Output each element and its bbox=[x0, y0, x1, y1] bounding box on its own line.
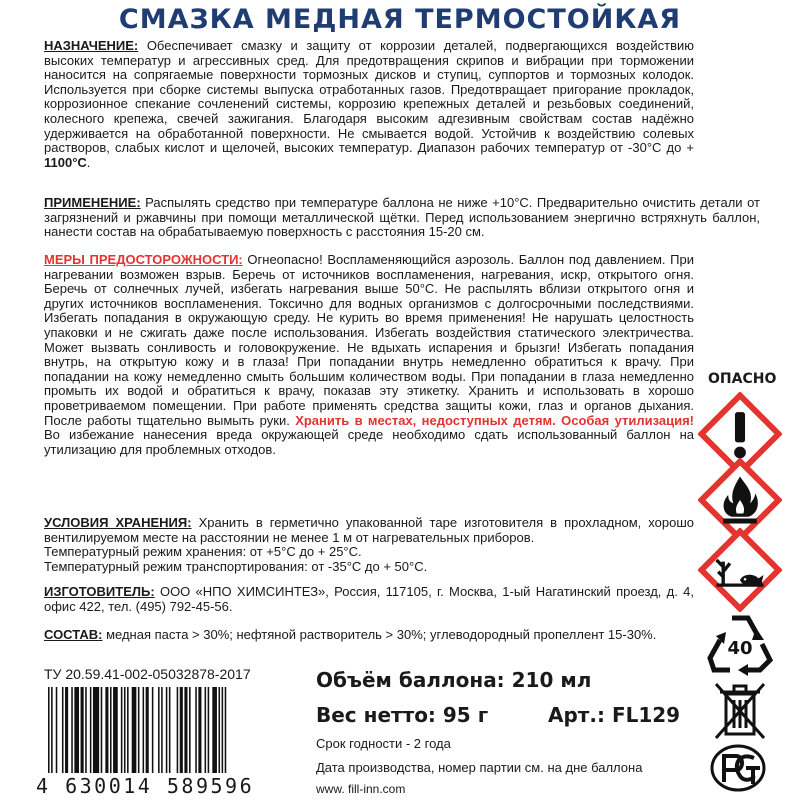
barcode-bar bbox=[62, 687, 64, 773]
article-number: Арт.: FL129 bbox=[548, 703, 681, 727]
application-section bbox=[44, 196, 760, 240]
barcode-bar bbox=[113, 687, 118, 773]
shelf-life: Срок годности - 2 года bbox=[316, 736, 451, 751]
barcode-bar bbox=[177, 687, 179, 773]
barcode-bar bbox=[127, 687, 129, 773]
recycle-code: 40 bbox=[727, 638, 753, 659]
barcode-bar bbox=[152, 687, 154, 773]
barcode-digits: 4 630014 589596 bbox=[36, 774, 255, 798]
composition-text: медная паста > 30%; нефтяной растворитель > 30%; углеводородный пропеллент 15-30%. bbox=[106, 627, 657, 642]
recycle-icon bbox=[704, 610, 776, 676]
manufacturer-label: ИЗГОТОВИТЕЛЬ: bbox=[44, 584, 155, 599]
purpose-label: НАЗНАЧЕНИЕ: bbox=[44, 38, 139, 53]
precautions-section bbox=[44, 253, 694, 457]
barcode-bar bbox=[105, 687, 108, 773]
barcode-bar bbox=[81, 687, 84, 773]
barcode-bar bbox=[208, 687, 210, 773]
barcode-bar bbox=[180, 687, 183, 773]
precautions-warning: Хранить в местах, недоступных детям. Особая утилизация! bbox=[295, 412, 695, 428]
barcode-bar bbox=[51, 687, 53, 773]
barcode-bar bbox=[48, 687, 50, 773]
barcode-bar bbox=[212, 687, 217, 773]
transport-temp: Температурный режим транспортирования: от -35°С до + 50°С. bbox=[44, 558, 428, 574]
storage-text: Хранить в герметично упакованной таре изготовителя в прохладном, хорошо вентилируемом месте на расстоянии не менее 1 м от нагревательных приборов. bbox=[44, 515, 695, 545]
barcode bbox=[44, 687, 302, 775]
purpose-temp: 1100°С bbox=[44, 154, 87, 170]
application-label: ПРИМЕНЕНИЕ: bbox=[44, 195, 141, 210]
barcode-bar bbox=[222, 687, 224, 773]
composition-section bbox=[44, 628, 694, 643]
composition-label: СОСТАВ: bbox=[44, 627, 103, 642]
manufacturer-section bbox=[44, 585, 694, 614]
website: www. fill-inn.com bbox=[316, 782, 406, 796]
precautions-label: МЕРЫ ПРЕДОСТОРОЖНОСТИ: bbox=[44, 252, 243, 267]
application-text: Распылять средство при температуре баллона не ниже +10°С. Предварительно очистить детали от загрязнений и ржавчины при помощи металлической щётки. Перед использованием энергично встряхнуть баллон, нанести состав на обрабатываемую поверхность с расстояния 15-20 см. bbox=[44, 195, 760, 240]
barcode-bar bbox=[225, 687, 227, 773]
precautions-text-end: Во избежание нанесения вреда окружающей среде необходимо сдать использованный баллон на утилизацию для проблемных отходов. bbox=[44, 427, 694, 457]
barcode-bar bbox=[195, 687, 197, 773]
manufacturer-text: ООО «НПО ХИМСИНТЕЗ», Россия, 117105, г. Москва, 1-ый Нагатинский проезд, д. 4, офис 422, тел. (495) 792-45-56. bbox=[44, 584, 694, 614]
barcode-bar bbox=[158, 687, 160, 773]
barcode-bar bbox=[143, 687, 145, 773]
certification-mark-icon bbox=[710, 742, 766, 794]
barcode-bar bbox=[65, 687, 68, 773]
barcode-bar bbox=[85, 687, 87, 773]
environment-icon bbox=[698, 528, 782, 612]
barcode-bar bbox=[169, 687, 171, 773]
production-info: Дата производства, номер партии см. на дне баллона bbox=[316, 760, 643, 775]
hazard-label: ОПАСНО bbox=[708, 371, 777, 387]
barcode-bar bbox=[205, 687, 207, 773]
barcode-bar bbox=[124, 687, 126, 773]
tu-number: ТУ 20.59.41-002-05032878-2017 bbox=[44, 666, 251, 682]
storage-temp: Температурный режим хранения: от +5°С до + 25°С. bbox=[44, 544, 362, 560]
barcode-bar bbox=[219, 687, 221, 773]
barcode-bar bbox=[189, 687, 191, 773]
barcode-bar bbox=[110, 687, 112, 773]
storage-section bbox=[44, 516, 694, 574]
barcode-bar bbox=[146, 687, 149, 773]
crossed-bin-icon bbox=[708, 680, 772, 742]
net-weight: Вес нетто: 95 г bbox=[316, 703, 489, 727]
barcode-bar bbox=[90, 687, 92, 773]
barcode-bar bbox=[138, 687, 140, 773]
barcode-bar bbox=[71, 687, 73, 773]
volume: Объём баллона: 210 мл bbox=[316, 668, 592, 692]
barcode-bar bbox=[161, 687, 163, 773]
purpose-text: Обеспечивает смазку и защиту от коррозии деталей, подвергающихся воздействию высоких температур и агрессивных сред. Для предотвращения скрипов и вибрации при торможении наносится на сопрягаемые поверхности тормозных дисков и ступиц, суппортов и тормозных колодок. Используется при сборке системы выпуска отработанных газов. Предотвращает пригорание прокладок, коррозионное спекание сочленений системы, коррозию крепежных деталей и резьбовых соединений, колесного крепежа, свечей зажигания. Благодаря высоким адгезивным свойствам состав надёжно удерживается на обработанной поверхности. Не смывается водой. Устойчив к воздействию солевых растворов, слабых кислот и щелочей, высоких температур. Диапазон рабочих температур от -30°С до + bbox=[44, 38, 694, 156]
storage-label: УСЛОВИЯ ХРАНЕНИЯ: bbox=[44, 515, 192, 530]
barcode-bar bbox=[93, 687, 99, 773]
barcode-bar bbox=[132, 687, 137, 773]
precautions-text: Огнеопасно! Воспламеняющийся аэрозоль. Баллон под давлением. При нагревании возможен взрыв. Беречь от источников воспламенения, нагревания, искр, открытого огня. Беречь от солнечных лучей, избегать нагревания выше 50°С. Не распылять вблизи открытого огня и других источников воспламенения. Токсично для водных организмов с долгосрочными последствиями. Избегать попадания в окружающую среду. Не курить во время применения! Не нарушать целостность упаковки и не сжигать даже после использования. Избегать воздействия статического электричества. Может вызвать сонливость и головокружение. Не вдыхать испарения и брызги! Избегать попадания внутрь, на открытую кожу и в глаза! При попадании внутрь немедленно обратиться к врачу. При попадании на кожу немедленно смыть большим количеством воды. При попадании в глаза немедленно промыть их водой и обратиться к врачу, показав эту этикетку. Хранить и использовать в хорошо проветриваемом помещении. При работе применять средства защиты кожи, глаз и органов дыхания. После работы тщательно вымыть руки. bbox=[44, 252, 694, 428]
barcode-bar bbox=[184, 687, 187, 773]
barcode-bar bbox=[101, 687, 103, 773]
product-title: СМАЗКА МЕДНАЯ ТЕРМОСТОЙКАЯ bbox=[118, 4, 682, 35]
barcode-bar bbox=[74, 687, 79, 773]
purpose-section bbox=[44, 39, 694, 170]
barcode-bar bbox=[56, 687, 58, 773]
barcode-bar bbox=[121, 687, 123, 773]
barcode-bar bbox=[198, 687, 201, 773]
barcode-bar bbox=[166, 687, 168, 773]
purpose-end: . bbox=[86, 154, 91, 170]
